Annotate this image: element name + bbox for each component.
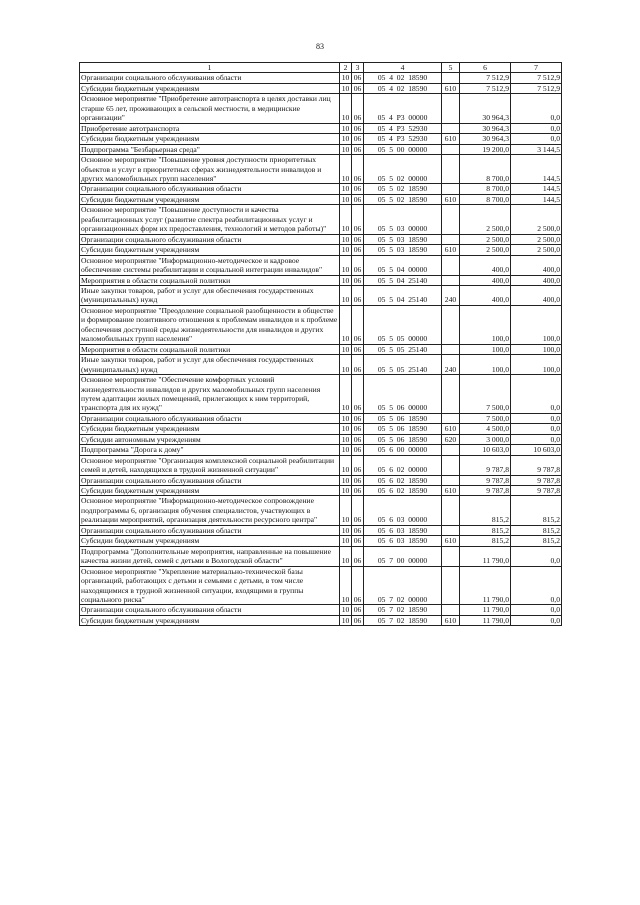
row-expense-type xyxy=(442,94,460,123)
row-target-code: 05 7 02 18590 xyxy=(364,615,442,625)
row-target-code: 05 6 02 00000 xyxy=(364,455,442,475)
row-subsection: 06 xyxy=(352,155,364,184)
table-row xyxy=(80,205,562,234)
row-expense-type xyxy=(442,566,460,605)
table-row xyxy=(80,255,562,275)
column-header: 1 xyxy=(80,63,340,73)
table-row xyxy=(80,94,562,123)
row-section: 10 xyxy=(340,305,352,344)
table-row xyxy=(80,475,562,485)
row-amount-year2: 7 512,9 xyxy=(511,73,562,83)
row-expense-type xyxy=(442,546,460,566)
row-amount-year2: 100,0 xyxy=(511,355,562,375)
row-subsection: 06 xyxy=(352,536,364,546)
row-section: 10 xyxy=(340,245,352,255)
row-subsection: 06 xyxy=(352,424,364,434)
row-target-code: 05 7 00 00000 xyxy=(364,546,442,566)
row-section: 10 xyxy=(340,496,352,525)
row-target-code: 05 5 05 25140 xyxy=(364,344,442,354)
table-row xyxy=(80,605,562,615)
row-amount-year1: 7 500,0 xyxy=(460,413,511,423)
row-section: 10 xyxy=(340,255,352,275)
table-row xyxy=(80,305,562,344)
row-section: 10 xyxy=(340,475,352,485)
row-subsection: 06 xyxy=(352,455,364,475)
header-row xyxy=(80,63,562,73)
row-target-code: 05 5 05 25140 xyxy=(364,355,442,375)
page-number: 83 xyxy=(316,42,324,51)
row-expense-type xyxy=(442,496,460,525)
row-expense-type: 610 xyxy=(442,245,460,255)
row-amount-year1: 4 500,0 xyxy=(460,424,511,434)
row-amount-year2: 100,0 xyxy=(511,344,562,354)
row-description: Мероприятия в области социальной политики xyxy=(80,275,340,285)
row-description: Основное мероприятие "Повышение уровня доступности приоритетных объектов и услуг в приоритетных сферах жизнедеятельности инвалидов и других маломобильных групп населения" xyxy=(80,155,340,184)
row-description: Субсидии бюджетным учреждениям xyxy=(80,536,340,546)
table-row xyxy=(80,566,562,605)
table-row xyxy=(80,375,562,414)
row-amount-year1: 8 700,0 xyxy=(460,155,511,184)
row-description: Организации социального обслуживания области xyxy=(80,525,340,535)
row-subsection: 06 xyxy=(352,355,364,375)
row-amount-year2: 7 512,9 xyxy=(511,83,562,93)
row-amount-year1: 7 512,9 xyxy=(460,83,511,93)
row-expense-type xyxy=(442,234,460,244)
table-row xyxy=(80,285,562,305)
column-header: 5 xyxy=(442,63,460,73)
row-expense-type: 610 xyxy=(442,194,460,204)
row-amount-year1: 8 700,0 xyxy=(460,184,511,194)
row-section: 10 xyxy=(340,194,352,204)
row-target-code: 05 5 06 18590 xyxy=(364,424,442,434)
column-header: 7 xyxy=(511,63,562,73)
row-amount-year1: 8 700,0 xyxy=(460,194,511,204)
table-row xyxy=(80,194,562,204)
row-amount-year2: 0,0 xyxy=(511,413,562,423)
row-amount-year1: 9 787,8 xyxy=(460,475,511,485)
row-expense-type xyxy=(442,344,460,354)
row-subsection: 06 xyxy=(352,123,364,133)
row-description: Субсидии бюджетным учреждениям xyxy=(80,245,340,255)
row-description: Субсидии бюджетным учреждениям xyxy=(80,83,340,93)
row-target-code: 05 4 02 18590 xyxy=(364,73,442,83)
row-section: 10 xyxy=(340,123,352,133)
row-amount-year1: 3 000,0 xyxy=(460,434,511,444)
row-section: 10 xyxy=(340,424,352,434)
row-amount-year1: 100,0 xyxy=(460,305,511,344)
row-target-code: 05 4 P3 52930 xyxy=(364,123,442,133)
row-amount-year2: 3 144,5 xyxy=(511,144,562,154)
row-subsection: 06 xyxy=(352,486,364,496)
row-amount-year2: 815,2 xyxy=(511,525,562,535)
row-expense-type xyxy=(442,255,460,275)
row-amount-year1: 30 964,3 xyxy=(460,123,511,133)
row-section: 10 xyxy=(340,413,352,423)
row-amount-year2: 0,0 xyxy=(511,375,562,414)
row-section: 10 xyxy=(340,486,352,496)
row-subsection: 06 xyxy=(352,344,364,354)
row-amount-year2: 2 500,0 xyxy=(511,205,562,234)
table-row xyxy=(80,73,562,83)
table-row xyxy=(80,413,562,423)
row-description: Основное мероприятие "Приобретение автотранспорта в целях доставки лиц старше 65 лет, проживающих в сельской местности, в медицинские организации" xyxy=(80,94,340,123)
row-description: Основное мероприятие "Преодоление социальной разобщенности в обществе и формирование позитивного отношения к проблемам инвалидов и к проблеме обеспечения доступной среды жизнедеятельности для инвалидов и других маломобильных групп населения" xyxy=(80,305,340,344)
row-subsection: 06 xyxy=(352,255,364,275)
row-section: 10 xyxy=(340,605,352,615)
row-amount-year2: 400,0 xyxy=(511,255,562,275)
row-target-code: 05 4 02 18590 xyxy=(364,83,442,93)
row-expense-type xyxy=(442,73,460,83)
row-amount-year2: 144,5 xyxy=(511,194,562,204)
table-row xyxy=(80,455,562,475)
row-amount-year2: 815,2 xyxy=(511,496,562,525)
row-description: Субсидии бюджетным учреждениям xyxy=(80,486,340,496)
row-amount-year1: 9 787,8 xyxy=(460,455,511,475)
column-header: 6 xyxy=(460,63,511,73)
row-subsection: 06 xyxy=(352,234,364,244)
row-amount-year2: 815,2 xyxy=(511,536,562,546)
row-subsection: 06 xyxy=(352,245,364,255)
row-amount-year1: 400,0 xyxy=(460,255,511,275)
row-amount-year2: 0,0 xyxy=(511,434,562,444)
row-subsection: 06 xyxy=(352,605,364,615)
row-target-code: 05 4 P3 00000 xyxy=(364,94,442,123)
row-amount-year1: 815,2 xyxy=(460,525,511,535)
row-subsection: 06 xyxy=(352,194,364,204)
row-description: Субсидии автономным учреждениям xyxy=(80,434,340,444)
row-target-code: 05 6 00 00000 xyxy=(364,445,442,455)
row-target-code: 05 7 02 00000 xyxy=(364,566,442,605)
row-section: 10 xyxy=(340,375,352,414)
row-expense-type: 610 xyxy=(442,615,460,625)
row-expense-type xyxy=(442,155,460,184)
row-amount-year1: 2 500,0 xyxy=(460,234,511,244)
row-expense-type xyxy=(442,525,460,535)
row-expense-type xyxy=(442,123,460,133)
row-target-code: 05 6 03 00000 xyxy=(364,496,442,525)
row-subsection: 06 xyxy=(352,285,364,305)
row-amount-year1: 400,0 xyxy=(460,275,511,285)
row-subsection: 06 xyxy=(352,184,364,194)
row-section: 10 xyxy=(340,546,352,566)
row-amount-year2: 0,0 xyxy=(511,546,562,566)
row-subsection: 06 xyxy=(352,94,364,123)
table-row xyxy=(80,546,562,566)
row-expense-type xyxy=(442,475,460,485)
row-amount-year1: 400,0 xyxy=(460,285,511,305)
row-amount-year2: 0,0 xyxy=(511,615,562,625)
row-amount-year2: 9 787,8 xyxy=(511,486,562,496)
row-target-code: 05 4 P3 52930 xyxy=(364,134,442,144)
row-amount-year1: 30 964,3 xyxy=(460,94,511,123)
row-subsection: 06 xyxy=(352,275,364,285)
row-section: 10 xyxy=(340,525,352,535)
row-description: Субсидии бюджетным учреждениям xyxy=(80,424,340,434)
row-subsection: 06 xyxy=(352,83,364,93)
row-target-code: 05 5 05 00000 xyxy=(364,305,442,344)
budget-table xyxy=(79,62,562,626)
row-amount-year2: 0,0 xyxy=(511,123,562,133)
row-amount-year2: 400,0 xyxy=(511,285,562,305)
row-amount-year1: 100,0 xyxy=(460,355,511,375)
row-subsection: 06 xyxy=(352,375,364,414)
row-description: Подпрограмма "Дополнительные мероприятия, направленные на повышение качества жизни детей, семей с детьми в Вологодской области" xyxy=(80,546,340,566)
row-expense-type: 240 xyxy=(442,355,460,375)
row-amount-year1: 7 500,0 xyxy=(460,375,511,414)
row-expense-type xyxy=(442,413,460,423)
row-expense-type: 240 xyxy=(442,285,460,305)
row-expense-type xyxy=(442,375,460,414)
column-header: 4 xyxy=(364,63,442,73)
row-amount-year1: 2 500,0 xyxy=(460,205,511,234)
table-row xyxy=(80,525,562,535)
row-target-code: 05 5 02 18590 xyxy=(364,194,442,204)
table-row xyxy=(80,245,562,255)
table-row xyxy=(80,123,562,133)
row-description: Иные закупки товаров, работ и услуг для обеспечения государственных (муниципальных) нужд xyxy=(80,285,340,305)
row-subsection: 06 xyxy=(352,134,364,144)
table-row xyxy=(80,486,562,496)
row-amount-year1: 11 790,0 xyxy=(460,566,511,605)
row-section: 10 xyxy=(340,536,352,546)
row-expense-type xyxy=(442,445,460,455)
row-amount-year1: 7 512,9 xyxy=(460,73,511,83)
row-subsection: 06 xyxy=(352,475,364,485)
table-row xyxy=(80,83,562,93)
table-row xyxy=(80,144,562,154)
row-target-code: 05 5 00 00000 xyxy=(364,144,442,154)
row-description: Мероприятия в области социальной политики xyxy=(80,344,340,354)
row-description: Основное мероприятие "Организация комплексной социальной реабилитации семей и детей, находящихся в трудной жизненной ситуации" xyxy=(80,455,340,475)
row-amount-year2: 0,0 xyxy=(511,94,562,123)
row-section: 10 xyxy=(340,344,352,354)
row-description: Основное мероприятие "Повышение доступности и качества реабилитационных услуг (развитие спектра реабилитационных услуг и организационных форм их предоставления, технологий и методов работы)" xyxy=(80,205,340,234)
row-amount-year2: 144,5 xyxy=(511,155,562,184)
row-target-code: 05 5 06 18590 xyxy=(364,413,442,423)
row-expense-type xyxy=(442,184,460,194)
row-amount-year1: 11 790,0 xyxy=(460,605,511,615)
table-row xyxy=(80,445,562,455)
column-header: 2 xyxy=(340,63,352,73)
row-section: 10 xyxy=(340,134,352,144)
row-description: Субсидии бюджетным учреждениям xyxy=(80,615,340,625)
row-target-code: 05 5 04 25140 xyxy=(364,275,442,285)
row-amount-year1: 9 787,8 xyxy=(460,486,511,496)
row-expense-type: 620 xyxy=(442,434,460,444)
row-amount-year1: 10 603,0 xyxy=(460,445,511,455)
row-target-code: 05 6 03 18590 xyxy=(364,536,442,546)
table-row xyxy=(80,424,562,434)
row-amount-year2: 0,0 xyxy=(511,605,562,615)
table-row xyxy=(80,536,562,546)
row-section: 10 xyxy=(340,155,352,184)
row-description: Основное мероприятие "Обеспечение комфортных условий жизнедеятельности инвалидов и других маломобильных групп населения путем адаптации жилых помещений, прилегающих к ним территорий, транспорта для их нужд" xyxy=(80,375,340,414)
row-description: Приобретение автотранспорта xyxy=(80,123,340,133)
row-target-code: 05 5 04 00000 xyxy=(364,255,442,275)
table-row xyxy=(80,234,562,244)
column-header: 3 xyxy=(352,63,364,73)
row-subsection: 06 xyxy=(352,144,364,154)
row-target-code: 05 5 04 25140 xyxy=(364,285,442,305)
table-row xyxy=(80,344,562,354)
row-section: 10 xyxy=(340,184,352,194)
row-amount-year1: 30 964,3 xyxy=(460,134,511,144)
row-subsection: 06 xyxy=(352,496,364,525)
row-subsection: 06 xyxy=(352,413,364,423)
row-amount-year2: 2 500,0 xyxy=(511,245,562,255)
row-subsection: 06 xyxy=(352,566,364,605)
row-description: Основное мероприятие "Укрепление материально-технической базы организаций, работающих с детьми и семьями с детьми, в том числе находящимися в трудной жизненной ситуации, входящими в группы социального риска" xyxy=(80,566,340,605)
row-expense-type xyxy=(442,455,460,475)
row-target-code: 05 5 06 18590 xyxy=(364,434,442,444)
row-target-code: 05 5 02 00000 xyxy=(364,155,442,184)
row-expense-type: 610 xyxy=(442,486,460,496)
row-target-code: 05 6 02 18590 xyxy=(364,475,442,485)
row-expense-type: 610 xyxy=(442,83,460,93)
row-section: 10 xyxy=(340,455,352,475)
row-section: 10 xyxy=(340,83,352,93)
row-description: Организации социального обслуживания области xyxy=(80,475,340,485)
row-description: Подпрограмма "Безбарьерная среда" xyxy=(80,144,340,154)
table-row xyxy=(80,496,562,525)
row-section: 10 xyxy=(340,94,352,123)
row-subsection: 06 xyxy=(352,445,364,455)
row-amount-year2: 2 500,0 xyxy=(511,234,562,244)
row-section: 10 xyxy=(340,205,352,234)
row-description: Организации социального обслуживания области xyxy=(80,73,340,83)
table-row xyxy=(80,134,562,144)
row-amount-year1: 100,0 xyxy=(460,344,511,354)
row-description: Субсидии бюджетным учреждениям xyxy=(80,134,340,144)
table-row xyxy=(80,155,562,184)
table-row xyxy=(80,615,562,625)
row-amount-year2: 400,0 xyxy=(511,275,562,285)
row-description: Иные закупки товаров, работ и услуг для обеспечения государственных (муниципальных) нужд xyxy=(80,355,340,375)
row-description: Основное мероприятие "Информационно-методическое и кадровое обеспечение системы реабилитации и социальной интеграции инвалидов" xyxy=(80,255,340,275)
row-subsection: 06 xyxy=(352,546,364,566)
row-target-code: 05 5 03 00000 xyxy=(364,205,442,234)
row-expense-type: 610 xyxy=(442,536,460,546)
row-expense-type xyxy=(442,305,460,344)
row-target-code: 05 7 02 18590 xyxy=(364,605,442,615)
row-target-code: 05 5 03 18590 xyxy=(364,245,442,255)
row-amount-year2: 100,0 xyxy=(511,305,562,344)
row-subsection: 06 xyxy=(352,615,364,625)
row-amount-year2: 144,5 xyxy=(511,184,562,194)
row-section: 10 xyxy=(340,566,352,605)
table-row xyxy=(80,434,562,444)
table-row xyxy=(80,184,562,194)
row-section: 10 xyxy=(340,285,352,305)
row-amount-year1: 19 200,0 xyxy=(460,144,511,154)
row-section: 10 xyxy=(340,434,352,444)
row-expense-type xyxy=(442,275,460,285)
row-section: 10 xyxy=(340,144,352,154)
row-amount-year2: 0,0 xyxy=(511,424,562,434)
table-row xyxy=(80,275,562,285)
row-subsection: 06 xyxy=(352,434,364,444)
row-amount-year1: 815,2 xyxy=(460,496,511,525)
row-expense-type xyxy=(442,605,460,615)
row-description: Организации социального обслуживания области xyxy=(80,605,340,615)
row-amount-year1: 11 790,0 xyxy=(460,615,511,625)
row-description: Организации социального обслуживания области xyxy=(80,234,340,244)
row-amount-year2: 9 787,8 xyxy=(511,475,562,485)
row-section: 10 xyxy=(340,234,352,244)
row-amount-year2: 0,0 xyxy=(511,566,562,605)
row-section: 10 xyxy=(340,275,352,285)
row-target-code: 05 5 02 18590 xyxy=(364,184,442,194)
row-amount-year2: 0,0 xyxy=(511,134,562,144)
row-amount-year2: 9 787,8 xyxy=(511,455,562,475)
table-body xyxy=(80,73,562,626)
row-description: Основное мероприятие "Информационно-методическое сопровождение подпрограммы 6, организация обучения специалистов, участвующих в реализации мероприятий, организация деятельности ресурсного центра" xyxy=(80,496,340,525)
row-section: 10 xyxy=(340,615,352,625)
row-amount-year1: 2 500,0 xyxy=(460,245,511,255)
table-row xyxy=(80,355,562,375)
row-subsection: 06 xyxy=(352,525,364,535)
row-subsection: 06 xyxy=(352,205,364,234)
row-target-code: 05 6 03 18590 xyxy=(364,525,442,535)
row-target-code: 05 5 06 00000 xyxy=(364,375,442,414)
row-target-code: 05 6 02 18590 xyxy=(364,486,442,496)
row-description: Организации социального обслуживания области xyxy=(80,184,340,194)
row-section: 10 xyxy=(340,355,352,375)
row-expense-type xyxy=(442,144,460,154)
row-description: Организации социального обслуживания области xyxy=(80,413,340,423)
row-expense-type xyxy=(442,205,460,234)
row-description: Субсидии бюджетным учреждениям xyxy=(80,194,340,204)
row-section: 10 xyxy=(340,73,352,83)
row-description: Подпрограмма "Дорога к дому" xyxy=(80,445,340,455)
row-subsection: 06 xyxy=(352,73,364,83)
row-amount-year1: 815,2 xyxy=(460,536,511,546)
row-subsection: 06 xyxy=(352,305,364,344)
row-amount-year2: 10 603,0 xyxy=(511,445,562,455)
row-expense-type: 610 xyxy=(442,134,460,144)
row-section: 10 xyxy=(340,445,352,455)
row-amount-year1: 11 790,0 xyxy=(460,546,511,566)
row-target-code: 05 5 03 18590 xyxy=(364,234,442,244)
row-expense-type: 610 xyxy=(442,424,460,434)
